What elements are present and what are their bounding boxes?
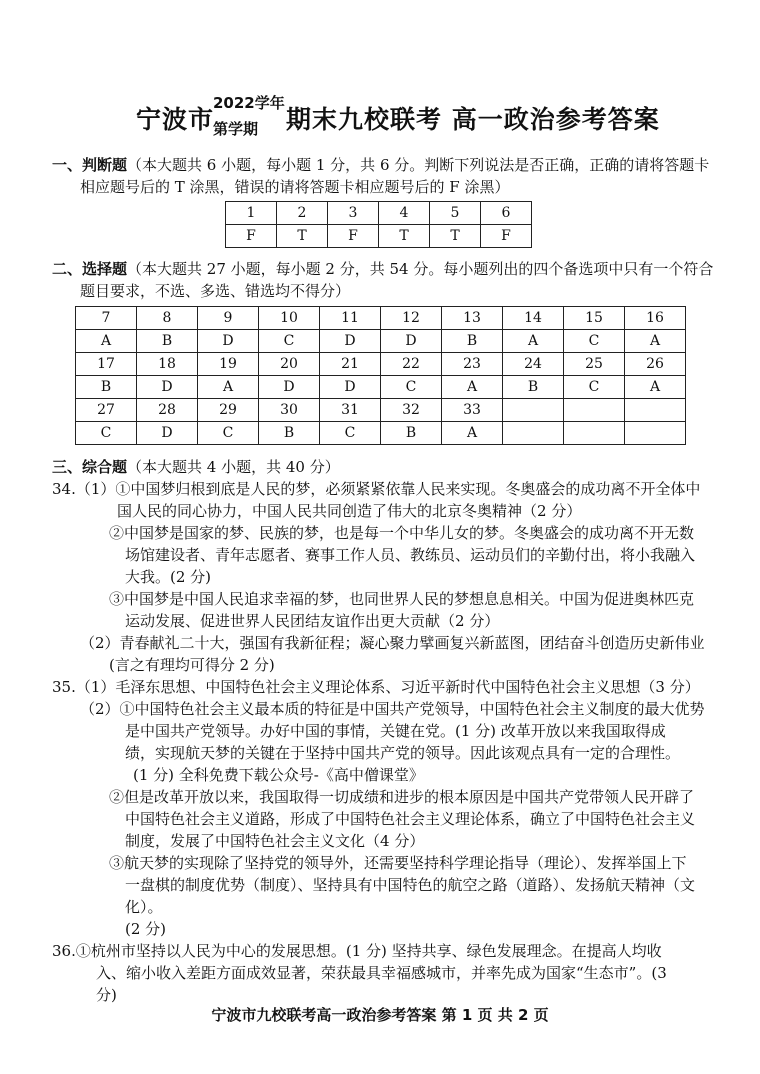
question-number-cell: 23 xyxy=(442,353,503,376)
answer-line: 一盘棋的制度优势（制度）、坚持具有中国特色的航空之路（道路）、发扬航天精神（文 xyxy=(125,876,696,894)
section3-label: 三、综合题 xyxy=(52,458,128,476)
answer-row xyxy=(76,330,686,353)
answer-line: 制度，发展了中国特色社会主义文化（4 分） xyxy=(125,832,425,850)
answer-cell xyxy=(564,422,625,445)
question-number-cell: 11 xyxy=(320,307,381,330)
answer-cell: D xyxy=(137,422,198,445)
question-number-cell xyxy=(564,399,625,422)
question-number-cell: 3 xyxy=(328,202,379,225)
page-title xyxy=(0,88,760,148)
answer-row xyxy=(226,225,532,248)
answer-cell: A xyxy=(198,376,259,399)
section3-intro xyxy=(52,456,340,478)
question-number-cell: 12 xyxy=(381,307,442,330)
answer-line: 分) xyxy=(96,986,117,1004)
answer-line: ②但是改革开放以来，我国取得一切成绩和进步的根本原因是中国共产党带领人民开辟了 xyxy=(109,788,695,806)
section2-answer-table xyxy=(75,306,686,445)
answer-cell: T xyxy=(277,225,328,248)
answer-line: 绩，实现航天梦的关键在于坚持中国共产党的领导。因此该观点具有一定的合理性。 xyxy=(125,744,681,762)
question-number-cell: 16 xyxy=(625,307,686,330)
answer-cell: D xyxy=(198,330,259,353)
question-number-cell: 25 xyxy=(564,353,625,376)
answer-cell: F xyxy=(328,225,379,248)
answer-cell: D xyxy=(137,376,198,399)
answer-cell: C xyxy=(76,422,137,445)
section1-line2: 相应题号后的 T 涂黑，错误的请将答题卡相应题号后的 F 涂黑） xyxy=(80,178,510,196)
question-number-cell: 17 xyxy=(76,353,137,376)
question-number-cell: 29 xyxy=(198,399,259,422)
answer-cell: T xyxy=(430,225,481,248)
section2-label: 二、选择题 xyxy=(52,260,128,278)
question-number-cell: 1 xyxy=(226,202,277,225)
answer-cell: B xyxy=(442,330,503,353)
answer-line: 大我。(2 分) xyxy=(125,568,212,586)
answer-cell: C xyxy=(564,330,625,353)
question-number-row xyxy=(226,202,532,225)
answer-cell: T xyxy=(379,225,430,248)
answer-cell: B xyxy=(259,422,320,445)
question-number-row xyxy=(76,307,686,330)
question-number-cell: 7 xyxy=(76,307,137,330)
answer-cell: B xyxy=(76,376,137,399)
answer-line: 34.（1）①中国梦归根到底是人民的梦，必须紧紧依靠人民来实现。冬奥盛会的成功离不开全体中 xyxy=(52,480,701,498)
question-number-cell: 27 xyxy=(76,399,137,422)
answer-cell: A xyxy=(76,330,137,353)
answer-cell: A xyxy=(625,330,686,353)
answer-cell: D xyxy=(259,376,320,399)
answer-cell: C xyxy=(259,330,320,353)
answer-cell xyxy=(503,422,564,445)
title-year: 2022学年 xyxy=(213,94,285,112)
answer-cell: C xyxy=(381,376,442,399)
question-number-cell: 22 xyxy=(381,353,442,376)
section1-line1: （本大题共 6 小题，每小题 1 分，共 6 分。判断下列说法是否正确，正确的请将答题卡 xyxy=(127,156,710,174)
question-number-cell: 19 xyxy=(198,353,259,376)
answer-cell xyxy=(625,422,686,445)
answer-line: ③航天梦的实现除了坚持党的领导外，还需要坚持科学理论指导（理论）、发挥举国上下 xyxy=(109,854,687,872)
question-number-cell: 32 xyxy=(381,399,442,422)
question-number-cell: 4 xyxy=(379,202,430,225)
answer-cell: F xyxy=(226,225,277,248)
question-number-cell: 2 xyxy=(277,202,328,225)
question-number-cell: 26 xyxy=(625,353,686,376)
question-number-cell xyxy=(503,399,564,422)
answer-line: （2）①中国特色社会主义最本质的特征是中国共产党领导，中国特色社会主义制度的最大优势 xyxy=(80,700,705,718)
answer-cell: C xyxy=(320,422,381,445)
answer-cell: A xyxy=(625,376,686,399)
answer-cell: F xyxy=(481,225,532,248)
question-number-row xyxy=(76,399,686,422)
question-number-cell: 30 xyxy=(259,399,320,422)
question-number-cell xyxy=(625,399,686,422)
question-number-cell: 5 xyxy=(430,202,481,225)
section2-intro xyxy=(52,258,713,280)
answer-cell: A xyxy=(442,422,503,445)
answer-line: 36.①杭州市坚持以人民为中心的发展思想。(1 分) 坚持共享、绿色发展理念。在提高人均收 xyxy=(52,942,662,960)
answer-cell: D xyxy=(320,330,381,353)
answer-cell: B xyxy=(381,422,442,445)
question-number-cell: 21 xyxy=(320,353,381,376)
answer-cell: B xyxy=(503,376,564,399)
section1-label: 一、判断题 xyxy=(52,156,128,174)
question-number-cell: 31 xyxy=(320,399,381,422)
answer-row xyxy=(76,376,686,399)
answer-line: （2）青春献礼二十大，强国有我新征程；凝心聚力擘画复兴新蓝图，团结奋斗创造历史新伟业 xyxy=(80,634,705,652)
question-number-cell: 28 xyxy=(137,399,198,422)
question-number-cell: 18 xyxy=(137,353,198,376)
answer-line: 场馆建设者、青年志愿者、赛事工作人员、教练员、运动员们的辛勤付出，将小我融入 xyxy=(125,546,696,564)
answer-line: 国人民的同心协力，中国人民共同创造了伟大的北京冬奥精神（2 分） xyxy=(117,502,582,520)
title-city: 宁波市 xyxy=(136,105,215,134)
question-number-cell: 24 xyxy=(503,353,564,376)
question-number-cell: 13 xyxy=(442,307,503,330)
question-number-cell: 14 xyxy=(503,307,564,330)
answer-line: 中国特色社会主义道路，形成了中国特色社会主义理论体系，确立了中国特色社会主义 xyxy=(125,810,696,828)
answer-line: ②中国梦是国家的梦、民族的梦，也是每一个中华儿女的梦。冬奥盛会的成功离不开无数 xyxy=(109,524,695,542)
section1-intro xyxy=(52,154,709,176)
answer-line: (言之有理均可得分 2 分) xyxy=(109,656,275,674)
section3-desc: （本大题共 4 小题，共 40 分） xyxy=(127,458,340,476)
title-main: 期末九校联考 高一政治参考答案 xyxy=(286,105,660,134)
question-number-cell: 33 xyxy=(442,399,503,422)
answer-cell: D xyxy=(381,330,442,353)
title-term: 第学期 xyxy=(213,120,259,138)
question-number-cell: 20 xyxy=(259,353,320,376)
question-number-cell: 10 xyxy=(259,307,320,330)
answer-cell: C xyxy=(198,422,259,445)
answer-row xyxy=(76,422,686,445)
question-number-cell: 15 xyxy=(564,307,625,330)
answer-line: 是中国共产党领导。办好中国的事情，关键在党。(1 分) 改革开放以来我国取得成 xyxy=(125,722,666,740)
answer-line: (2 分) xyxy=(125,920,167,938)
page-footer: 宁波市九校联考高一政治参考答案 第 1 页 共 2 页 xyxy=(211,1006,549,1024)
question-number-cell: 6 xyxy=(481,202,532,225)
answer-line: 入、缩小收入差距方面成效显著，荣获最具幸福感城市，并率先成为国家“生态市”。(3 xyxy=(96,964,667,982)
question-number-cell: 9 xyxy=(198,307,259,330)
section2-line2: 题目要求，不选、多选、错选均不得分） xyxy=(80,282,351,300)
question-number-cell: 8 xyxy=(137,307,198,330)
question-number-row xyxy=(76,353,686,376)
answer-line: 运动发展、促进世界人民团结友谊作出更大贡献（2 分） xyxy=(125,612,500,630)
answer-line: 化）。 xyxy=(125,898,163,916)
answer-cell: A xyxy=(503,330,564,353)
answer-cell: C xyxy=(564,376,625,399)
answer-line: (1 分) 全科免费下载公众号-《高中僧课堂》 xyxy=(133,766,424,784)
answer-cell: A xyxy=(442,376,503,399)
answer-cell: D xyxy=(320,376,381,399)
section1-answer-table xyxy=(225,201,532,248)
answer-line: 35.（1）毛泽东思想、中国特色社会主义理论体系、习近平新时代中国特色社会主义思想（3 分） xyxy=(52,678,700,696)
answer-cell: B xyxy=(137,330,198,353)
answer-line: ③中国梦是中国人民追求幸福的梦，也同世界人民的梦想息息相关。中国为促进奥林匹克 xyxy=(109,590,695,608)
section2-line1: （本大题共 27 小题，每小题 2 分，共 54 分。每小题列出的四个备选项中只有一个符合 xyxy=(127,260,714,278)
